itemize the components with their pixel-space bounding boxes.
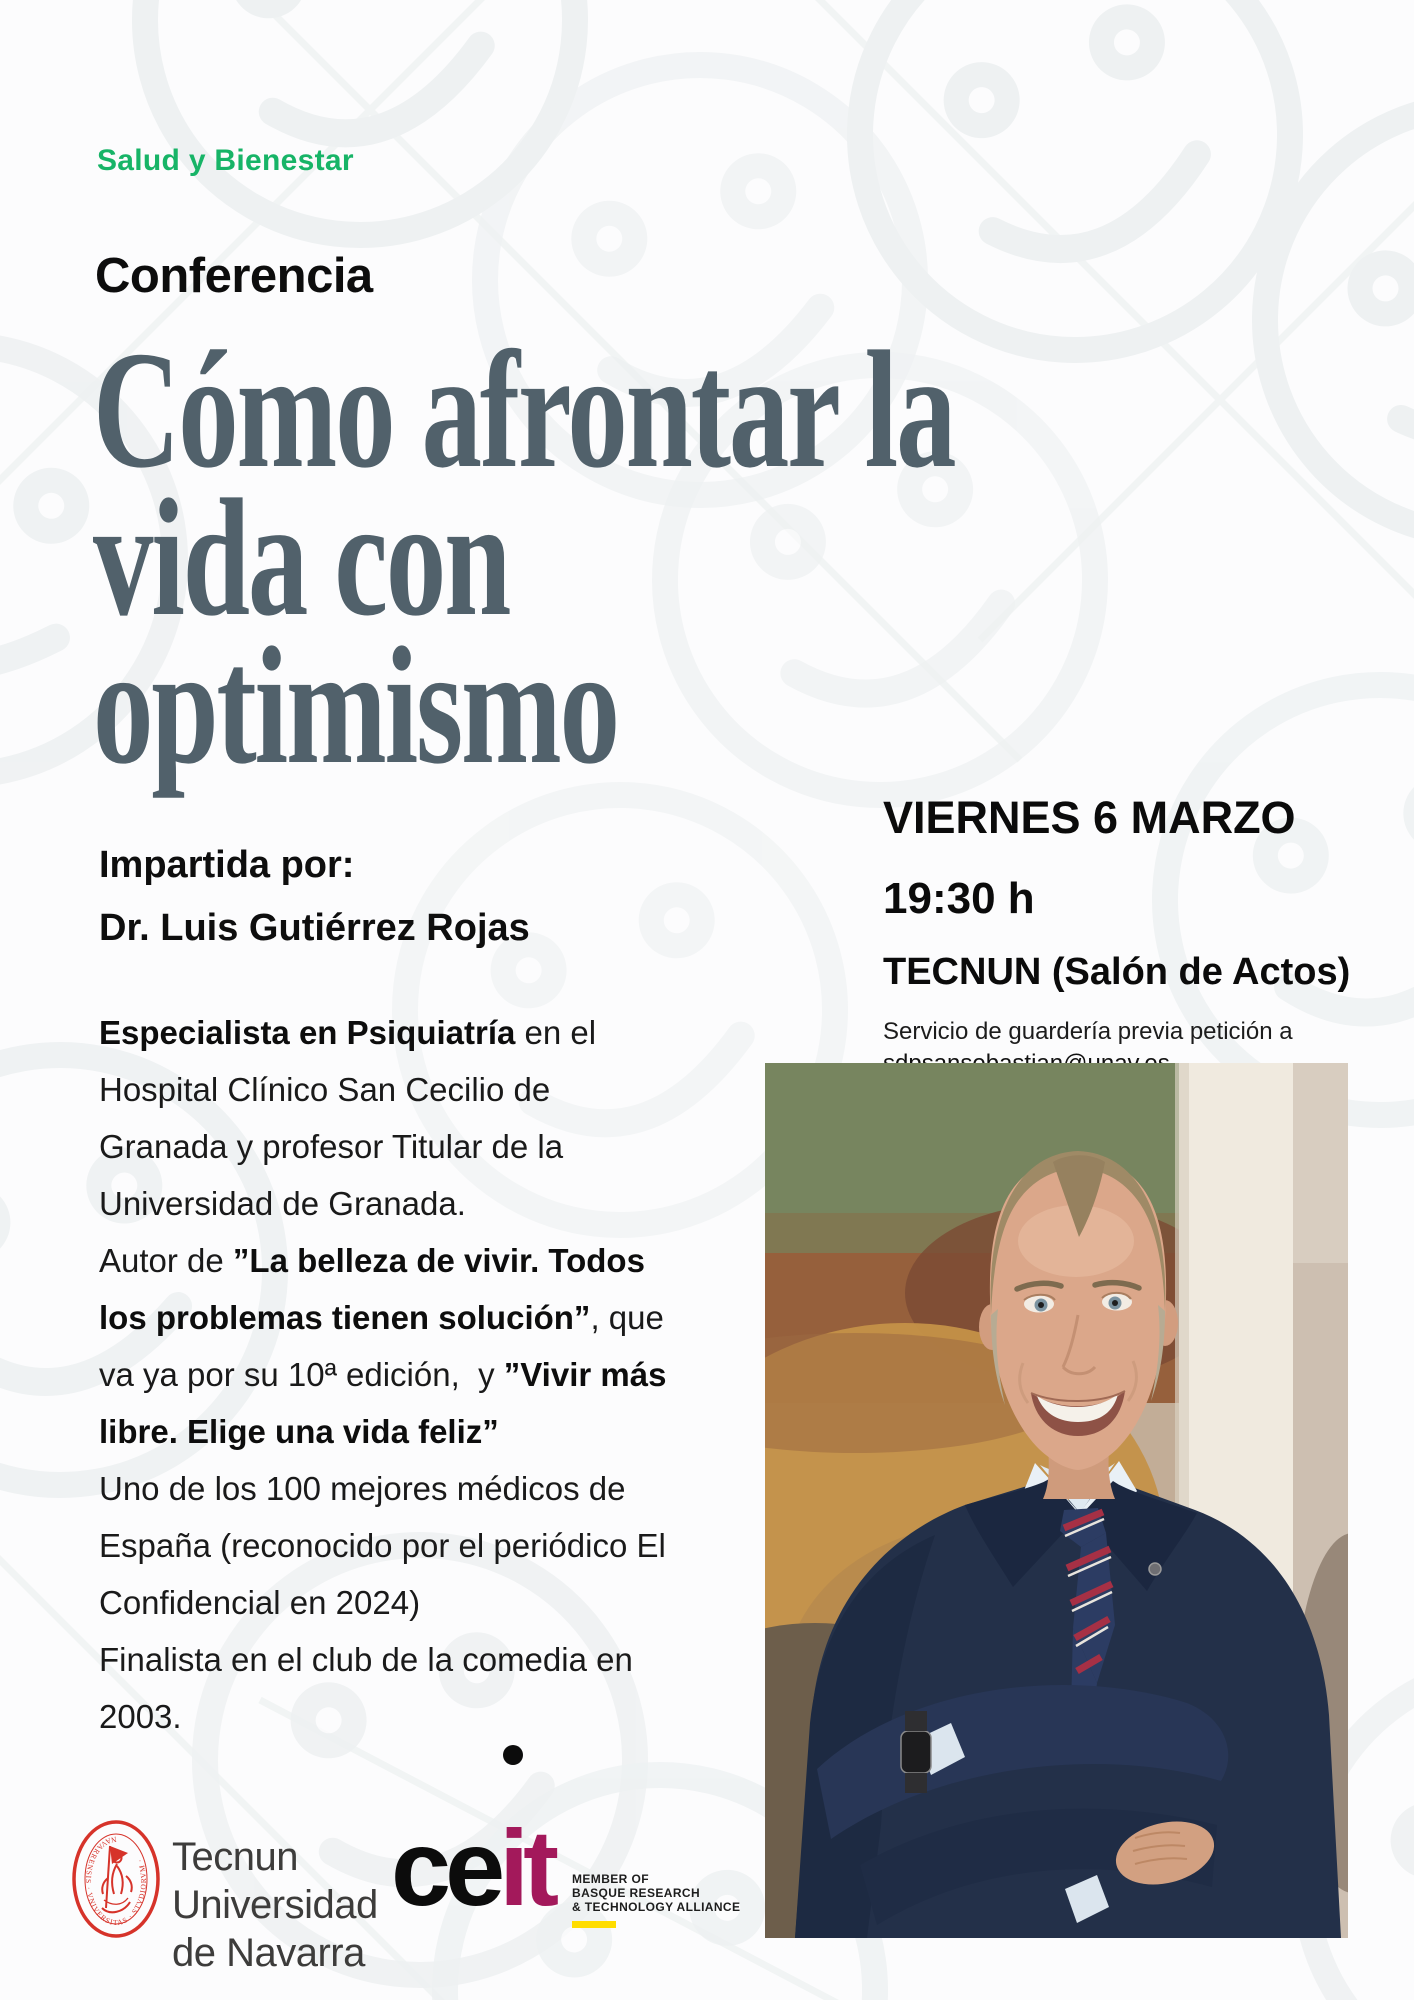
tecnun-line-2: Universidad xyxy=(172,1883,378,1927)
ceit-i: i xyxy=(499,1807,523,1928)
title-line-3: optimismo xyxy=(93,613,618,799)
speaker-label: Impartida por: xyxy=(99,844,355,886)
bio-line: Uno de los 100 mejores médicos de xyxy=(99,1470,626,1507)
ceit-yellow-underline xyxy=(572,1921,616,1928)
bio-line: Hospital Clínico San Cecilio de xyxy=(99,1071,551,1108)
ceit-i-dot xyxy=(503,1745,523,1765)
member-line-1: MEMBER OF xyxy=(572,1872,649,1886)
bio-line: Granada y profesor Titular de la xyxy=(99,1128,564,1165)
tecnun-crest-logo xyxy=(70,1818,162,1940)
crest-figure xyxy=(102,1846,132,1912)
speaker-name: Dr. Luis Gutiérrez Rojas xyxy=(99,907,530,949)
event-date: VIERNES 6 MARZO xyxy=(883,792,1296,843)
bio-line: 2003. xyxy=(99,1698,182,1735)
bio-line: Universidad de Granada. xyxy=(99,1185,466,1222)
ceit-logo xyxy=(391,1807,554,1928)
crest-ring-text: NAVARRENSIS · VNIVERSITAS · STVDIORVM · xyxy=(83,1834,149,1928)
bio-line: Autor de ”La belleza de vivir. Todos xyxy=(99,1242,645,1279)
bio-line: libre. Elige una vida feliz” xyxy=(99,1413,499,1450)
title-line-2: vida con xyxy=(93,465,510,651)
event-time: 19:30 h xyxy=(883,874,1035,923)
watch xyxy=(901,1731,931,1773)
category-label: Salud y Bienestar xyxy=(97,144,354,177)
page-title xyxy=(93,317,955,799)
bio-line: los problemas tienen solución”, que xyxy=(99,1299,664,1336)
member-line-2: BASQUE RESEARCH xyxy=(572,1886,701,1900)
member-line-3: & TECHNOLOGY ALLIANCE xyxy=(572,1900,741,1914)
bio-line: Finalista en el club de la comedia en xyxy=(99,1641,633,1678)
event-type-label: Conferencia xyxy=(95,249,373,303)
ceit-t: t xyxy=(523,1807,554,1928)
bio-line: va ya por su 10ª edición, y ”Vivir más xyxy=(99,1356,667,1393)
title-line-1: Cómo afrontar la xyxy=(93,317,955,503)
ceit-ce: ce xyxy=(391,1807,500,1928)
speaker-block xyxy=(99,834,530,960)
lapel-pin xyxy=(1149,1563,1161,1575)
event-details xyxy=(883,792,1350,1078)
brta-membership-text xyxy=(572,1872,740,1914)
bio-line: Confidencial en 2024) xyxy=(99,1584,421,1621)
event-venue: TECNUN (Salón de Actos) xyxy=(883,951,1351,993)
tecnun-logo-text xyxy=(172,1833,378,1977)
tecnun-line-1: Tecnun xyxy=(172,1835,298,1879)
bio-text xyxy=(99,1004,759,1745)
bio-line: Especialista en Psiquiatría en el xyxy=(99,1014,597,1051)
speaker-photo xyxy=(765,1063,1348,1938)
tecnun-line-3: de Navarra xyxy=(172,1931,365,1975)
bio-line: España (reconocido por el periódico El xyxy=(99,1527,666,1564)
childcare-note: Servicio de guardería previa petición a xyxy=(883,1018,1293,1045)
